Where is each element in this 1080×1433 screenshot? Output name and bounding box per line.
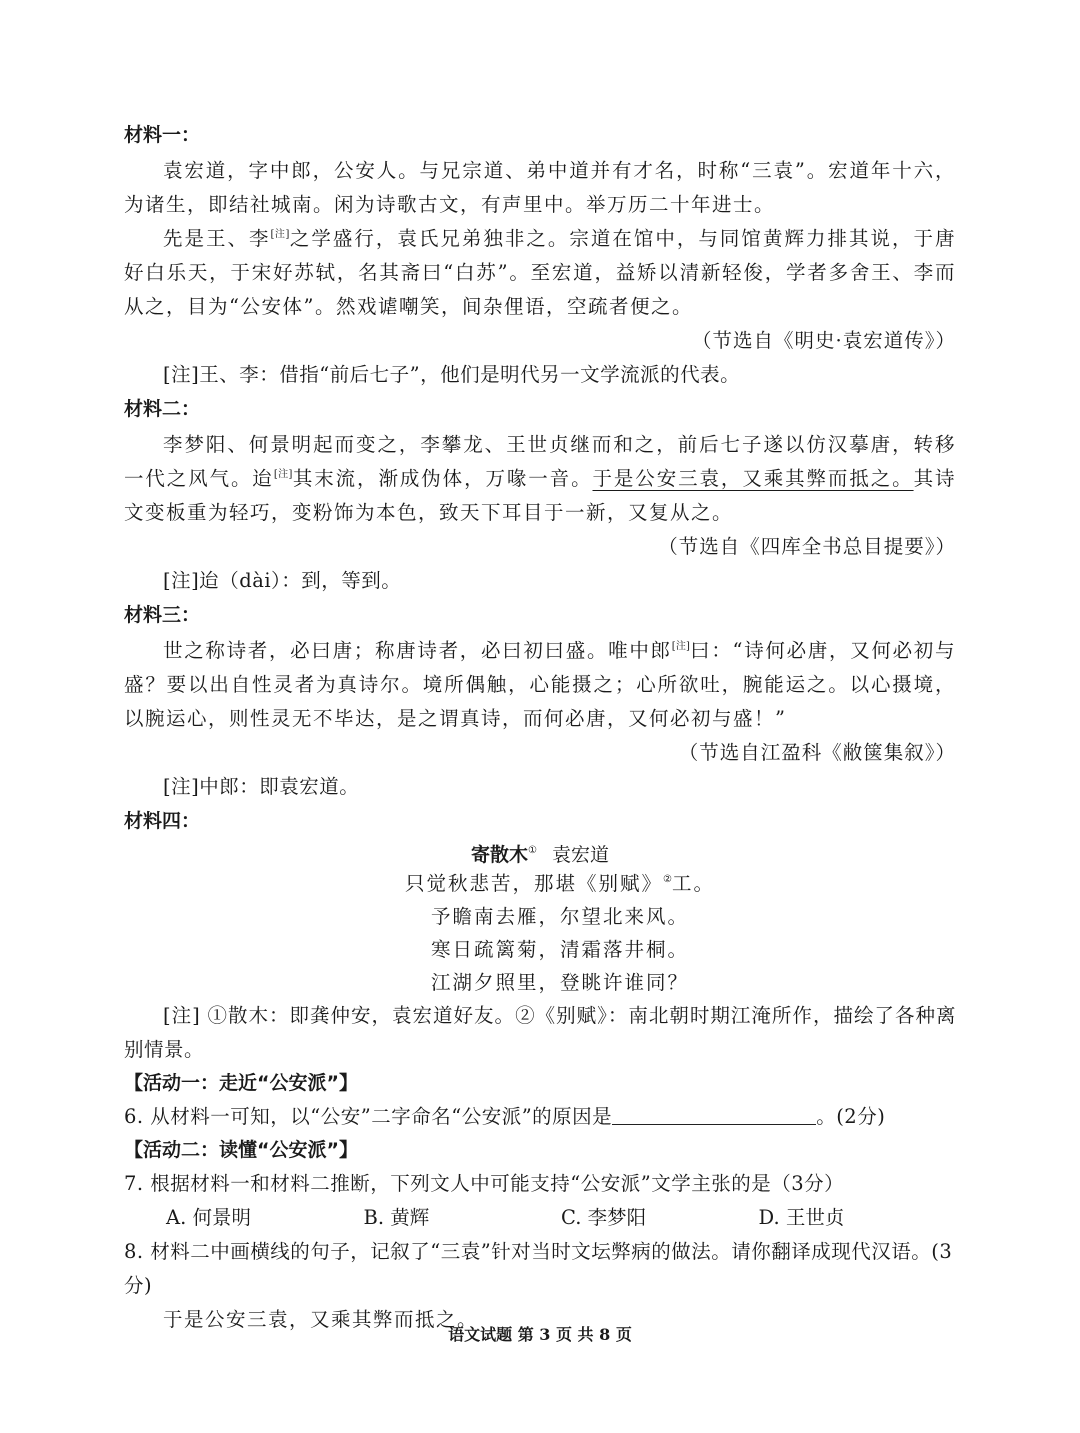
activity-2-heading: 【活动二：读懂“公安派”】 [124, 1139, 358, 1161]
question-8-sentence: 于是公安三袁，又乘其弊而抵之。 [163, 1308, 479, 1331]
option-a[interactable]: A. 何景明 [166, 1206, 251, 1229]
poem-line-2: 予瞻南去雁，尔望北来风。 [430, 905, 689, 928]
poem-line-4: 江湖夕照里，登眺许谁同？ [430, 971, 689, 994]
note-marker: [注] [273, 469, 293, 480]
note-marker: ① [527, 845, 537, 856]
material-2-heading: 材料二： [124, 398, 201, 420]
material-1-heading: 材料一： [124, 124, 201, 146]
poem-line-1 [164, 867, 956, 900]
material-4-heading: 材料四： [124, 810, 201, 832]
material-2-source: （节选自《四库全书总目提要》） [658, 535, 956, 558]
note-marker: [注] [671, 641, 690, 652]
page-footer: 语文试题 第 3 页 共 8 页 [448, 1325, 632, 1344]
text-run: 李梦阳、何景明起而变之，李攀龙、王世贞继而和之，前后七子遂以仿汉摹唐，转移一代之风气。迨 [124, 433, 956, 490]
answer-blank[interactable] [612, 1102, 816, 1125]
option-c[interactable]: C. 李梦阳 [561, 1206, 647, 1229]
option-d[interactable]: D. 王世贞 [758, 1206, 845, 1229]
text-run: 之学盛行，袁氏兄弟独非之。宗道在馆中，与同馆黄辉力排其说，于唐好白乐天，于宋好苏轼，名其斋曰“白苏”。至宏道，益矫以清新轻俊，学者多舍王、李而从之，目为“公安体”。然戏谑嘲笑，间杂俚语，空疏者便之。 [124, 227, 956, 318]
note-marker: [注] [270, 229, 290, 240]
material-3-source: （节选自江盈科《敝箧集叙》） [678, 741, 956, 764]
material-3-note: [注]中郎：即袁宏道。 [163, 775, 360, 798]
material-2-note: [注]迨（dài）：到，等到。 [163, 569, 402, 592]
poem-author: 袁宏道 [552, 844, 610, 866]
note-marker: ② [663, 874, 672, 885]
text-run: 其末流，渐成伪体，万喙一音。 [292, 467, 593, 490]
material-1-paragraph-2 [124, 222, 956, 324]
text-run: 。(2分) [816, 1105, 886, 1128]
text-run: 世之称诗者，必曰唐；称唐诗者，必曰初曰盛。唯中郎 [163, 639, 672, 662]
question-6 [124, 1100, 956, 1134]
text-run: 其诗文变板重为轻巧，变粉饰为本色，致天下耳目于一新，又复从之。 [124, 467, 956, 524]
activity-1-heading: 【活动一：走近“公安派”】 [124, 1072, 358, 1094]
text-run: 先是王、李 [163, 227, 271, 250]
poem-header [124, 840, 956, 867]
text-run: 6. 从材料一可知，以“公安”二字命名“公安派”的原因是 [124, 1105, 613, 1128]
underlined-sentence: 于是公安三袁，又乘其弊而抵之。 [592, 467, 914, 490]
material-3-paragraph [124, 634, 956, 736]
material-1-note: [注]王、李：借指“前后七子”，他们是明代另一文学流派的代表。 [163, 363, 741, 386]
material-1-paragraph-1: 袁宏道，字中郎，公安人。与兄宗道、弟中道并有才名，时称“三袁”。宏道年十六，为诸生，即结社城南。闲为诗歌古文，有声里中。举万历二十年进士。 [124, 159, 956, 216]
text-run: 工。 [671, 872, 715, 895]
material-2-paragraph [124, 428, 956, 530]
option-b[interactable]: B. 黄辉 [363, 1206, 430, 1229]
poem-title: 寄散木 [470, 844, 528, 866]
text-run: 曰：“诗何必唐，又何必初与盛？要以出自性灵者为真诗尔。境所偶触，心能摄之；心所欲吐，腕能运之。以心摄境，以腕运心，则性灵无不毕达，是之谓真诗，而何必唐，又何必初与盛！” [124, 639, 956, 730]
material-4-note: [注] ①散木：即龚仲安，袁宏道好友。②《别赋》：南北朝时期江淹所作，描绘了各种离别情景。 [124, 1004, 956, 1061]
material-1-source: （节选自《明史·袁宏道传》） [692, 329, 956, 352]
material-3-heading: 材料三： [124, 604, 201, 626]
poem-line-3: 寒日疏篱菊，清霜落井桐。 [430, 938, 689, 961]
text-run: 只觉秋悲苦，那堪《别赋》 [405, 872, 664, 895]
question-8: 8. 材料二中画横线的句子，记叙了“三袁”针对当时文坛弊病的做法。请你翻译成现代汉语。(3分) [124, 1240, 953, 1297]
question-7-options [124, 1201, 956, 1235]
poem [124, 840, 956, 999]
question-7: 7. 根据材料一和材料二推断，下列文人中可能支持“公安派”文学主张的是（3分） [124, 1172, 845, 1195]
